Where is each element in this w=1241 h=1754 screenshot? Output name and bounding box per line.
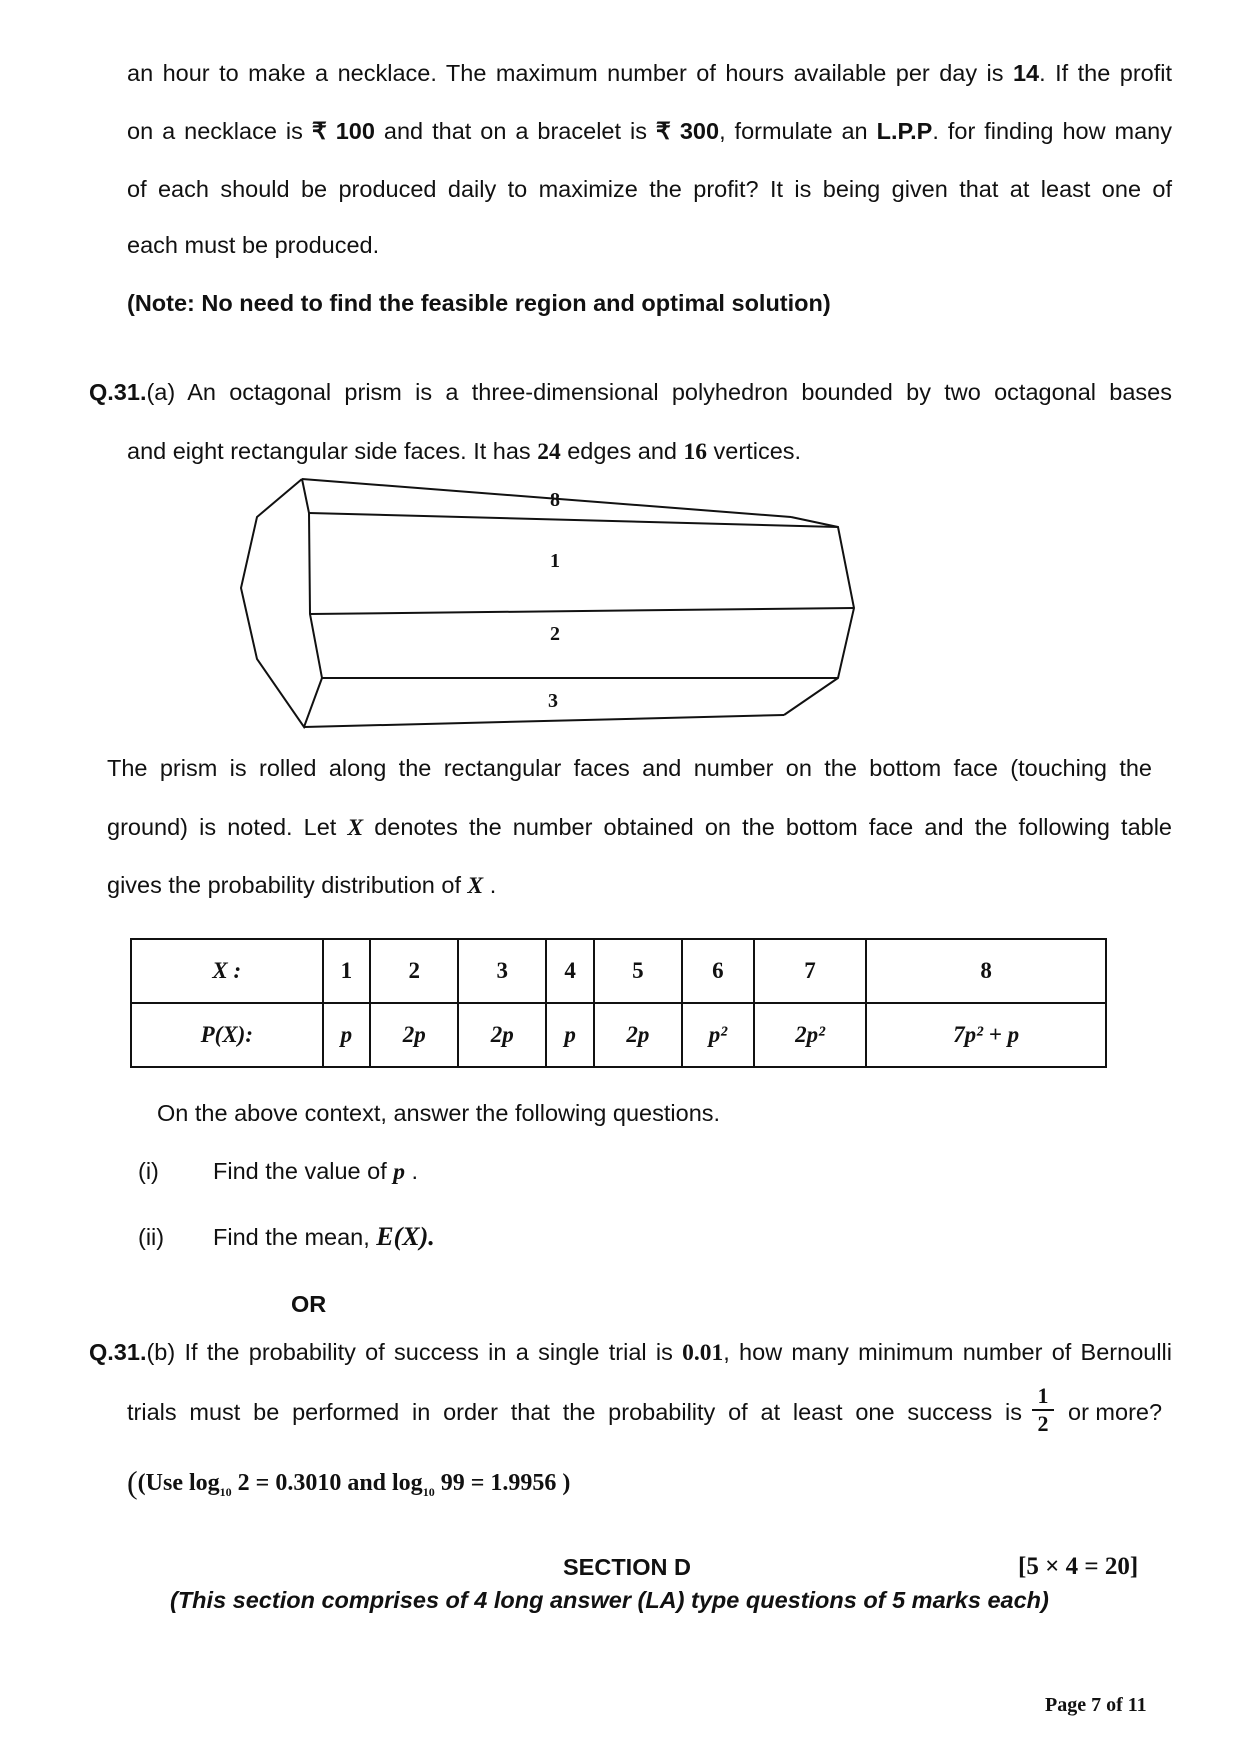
x-header-cell: X :: [131, 939, 323, 1003]
prism-edge: [302, 479, 791, 517]
section-description: (This section comprises of 4 long answer (LA) type questions of 5 marks each): [170, 1587, 1049, 1613]
prism-edge: [304, 715, 784, 727]
x-value-cell: 2: [370, 939, 458, 1003]
face-label: 2: [550, 623, 560, 645]
x-value-cell: 4: [546, 939, 594, 1003]
log-hint: ((Use $\log_{10} 2 = 0.3010$ and $\log_{10} 99 = 1.9956$ ): [127, 1464, 571, 1500]
q31b-line-1: Q.31.(b) If the probability of success in a single trial is 0.01, how many minimum number of Bernoulli: [89, 1339, 1173, 1366]
prism-left-base: [241, 479, 322, 727]
question-number: Q.31.: [89, 379, 147, 405]
intro-note: (Note: No need to find the feasible region and optimal solution): [127, 290, 831, 316]
or-label: OR: [291, 1291, 327, 1317]
intro-line-2: on a necklace is ₹ 100 and that on a bracelet is ₹ 300, formulate an L.P.P. for finding how many: [127, 118, 1172, 144]
q31a-para-line-1: The prism is rolled along the rectangular faces and number on the bottom face (touching the: [107, 755, 1152, 781]
context-line: On the above context, answer the following questions.: [157, 1100, 721, 1126]
sub-question-i-number: (i): [138, 1158, 159, 1184]
section-title: SECTION D: [563, 1554, 691, 1580]
p-value-cell: 2p²: [754, 1003, 866, 1067]
x-value-cell: 5: [594, 939, 682, 1003]
p-value-cell: p: [546, 1003, 594, 1067]
p-value-cell: 2p: [594, 1003, 682, 1067]
face-label: 8: [550, 489, 560, 511]
face-label: 3: [548, 690, 558, 712]
section-marks: [5 × 4 = 20]: [1018, 1553, 1139, 1580]
x-value-cell: 3: [458, 939, 546, 1003]
q31a-line-2: and eight rectangular side faces. It has 24 edges and 16 vertices.: [127, 438, 802, 465]
px-header-cell: P(X):: [131, 1003, 323, 1067]
sub-question-i: Find the value of p .: [213, 1158, 419, 1185]
intro-line-3: of each should be produced daily to maximize the profit? It is being given that at least one of: [127, 176, 1172, 202]
q31a-para-line-2: ground) is noted. Let X denotes the number obtained on the bottom face and the following table: [107, 814, 1172, 841]
x-value-cell: 6: [682, 939, 754, 1003]
q31a-line-1: Q.31.(a) An octagonal prism is a three-dimensional polyhedron bounded by two octagonal bases: [89, 379, 1172, 405]
hint-open-paren: (: [127, 1464, 138, 1500]
prism-edge: [310, 608, 854, 614]
probability-distribution-table: [130, 938, 1107, 1068]
sub-question-ii-number: (ii): [138, 1224, 165, 1250]
q31b-line-2: trials must be performed in order that the probability of at least one success is: [127, 1399, 1022, 1425]
intro-line-4: each must be produced.: [127, 232, 380, 258]
fraction-one-half: 1 2: [1032, 1383, 1054, 1437]
q31a-para-line-3: gives the probability distribution of X .: [107, 872, 497, 899]
table-row: [131, 939, 1106, 1003]
x-value-cell: 7: [754, 939, 866, 1003]
p-value-cell: 2p: [458, 1003, 546, 1067]
intro-line-1: an hour to make a necklace. The maximum number of hours available per day is 14. If the profit: [127, 60, 1172, 86]
table-row: [131, 1003, 1106, 1067]
q31b-line-2-end: or more?: [1068, 1399, 1163, 1425]
p-value-cell: p²: [682, 1003, 754, 1067]
page-number: Page 7 of 11: [1045, 1694, 1147, 1716]
p-value-cell: p: [323, 1003, 371, 1067]
p-value-cell: 2p: [370, 1003, 458, 1067]
x-value-cell: 8: [866, 939, 1106, 1003]
face-label: 1: [550, 550, 560, 572]
question-number: Q.31.: [89, 1339, 147, 1365]
prism-right-end: [784, 517, 854, 715]
p-value-cell: 7p² + p: [866, 1003, 1106, 1067]
sub-question-ii: Find the mean, E(X).: [213, 1222, 435, 1251]
octagonal-prism-figure: [236, 475, 866, 730]
x-value-cell: 1: [323, 939, 371, 1003]
